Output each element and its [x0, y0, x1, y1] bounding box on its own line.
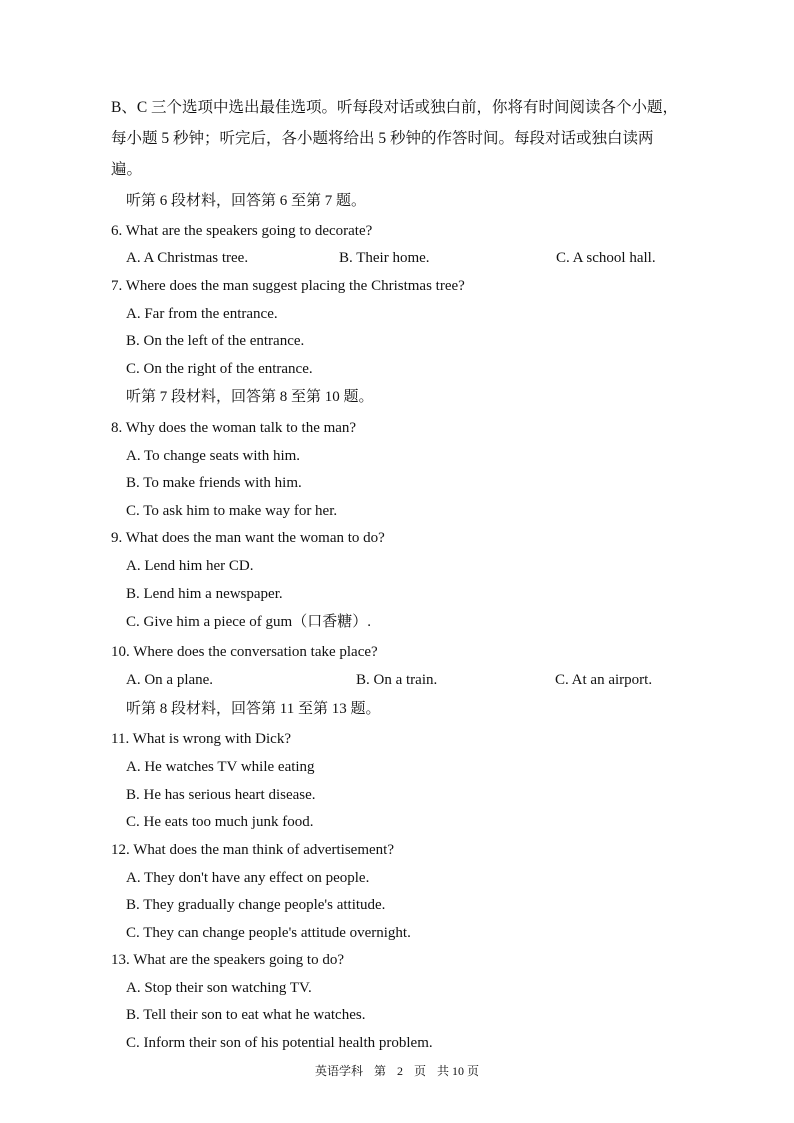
question-11-option-a[interactable]: A. He watches TV while eating [126, 759, 315, 775]
footer-page-number: 2 [397, 1064, 403, 1078]
question-12-option-b[interactable]: B. They gradually change people's attitude. [126, 897, 386, 913]
question-8-option-c[interactable]: C. To ask him to make way for her. [126, 503, 338, 519]
footer-page-prefix: 第 [373, 1064, 386, 1078]
page-footer [0, 1062, 794, 1079]
question-10-option-c[interactable]: C. At an airport. [555, 672, 653, 688]
intro-line-2: 每小题 5 秒钟；听完后，各小题将给出 5 秒钟的作答时间。每段对话或独白读两 [111, 130, 654, 147]
question-7-stem: 7. Where does the man suggest placing the Christmas tree? [111, 278, 465, 294]
question-6-option-b[interactable]: B. Their home. [339, 250, 430, 266]
question-11-option-b[interactable]: B. He has serious heart disease. [126, 787, 316, 803]
question-6-stem: 6. What are the speakers going to decorate? [111, 223, 373, 239]
question-12-option-a[interactable]: A. They don't have any effect on people. [126, 870, 370, 886]
question-9-stem: 9. What does the man want the woman to do? [111, 530, 385, 546]
question-6-option-a[interactable]: A. A Christmas tree. [126, 250, 249, 266]
question-6-option-c[interactable]: C. A school hall. [556, 250, 656, 266]
question-9-option-b[interactable]: B. Lend him a newspaper. [126, 586, 283, 602]
question-9-option-c[interactable]: C. Give him a piece of gum（口香糖）. [126, 614, 371, 630]
footer-subject: 英语学科 [314, 1064, 363, 1078]
question-10-option-a[interactable]: A. On a plane. [126, 672, 214, 688]
footer-total-pages: 共 10 页 [437, 1064, 480, 1078]
section-8-heading: 听第 8 段材料，回答第 11 至第 13 题。 [126, 701, 381, 717]
question-8-option-b[interactable]: B. To make friends with him. [126, 475, 302, 491]
question-13-option-c[interactable]: C. Inform their son of his potential health problem. [126, 1035, 433, 1051]
question-13-stem: 13. What are the speakers going to do? [111, 952, 344, 968]
question-11-option-c[interactable]: C. He eats too much junk food. [126, 814, 314, 830]
question-8-option-a[interactable]: A. To change seats with him. [126, 448, 301, 464]
question-11-stem: 11. What is wrong with Dick? [111, 731, 291, 747]
question-7-option-b[interactable]: B. On the left of the entrance. [126, 333, 305, 349]
question-9-option-a[interactable]: A. Lend him her CD. [126, 558, 254, 574]
question-13-option-a[interactable]: A. Stop their son watching TV. [126, 980, 312, 996]
section-6-heading: 听第 6 段材料，回答第 6 至第 7 题。 [126, 193, 367, 209]
question-10-stem: 10. Where does the conversation take place? [111, 644, 378, 660]
question-7-option-c[interactable]: C. On the right of the entrance. [126, 361, 313, 377]
question-8-stem: 8. Why does the woman talk to the man? [111, 420, 357, 436]
question-7-option-a[interactable]: A. Far from the entrance. [126, 306, 278, 322]
question-10-option-b[interactable]: B. On a train. [356, 672, 438, 688]
intro-line-1: B、C 三个选项中选出最佳选项。听每段对话或独白前，你将有时间阅读各个小题， [111, 99, 679, 116]
question-12-option-c[interactable]: C. They can change people's attitude overnight. [126, 925, 411, 941]
section-7-heading: 听第 7 段材料，回答第 8 至第 10 题。 [126, 389, 374, 405]
footer-page-unit: 页 [414, 1064, 427, 1078]
question-13-option-b[interactable]: B. Tell their son to eat what he watches. [126, 1007, 366, 1023]
question-12-stem: 12. What does the man think of advertisement? [111, 842, 394, 858]
intro-line-3: 遍。 [111, 161, 143, 178]
